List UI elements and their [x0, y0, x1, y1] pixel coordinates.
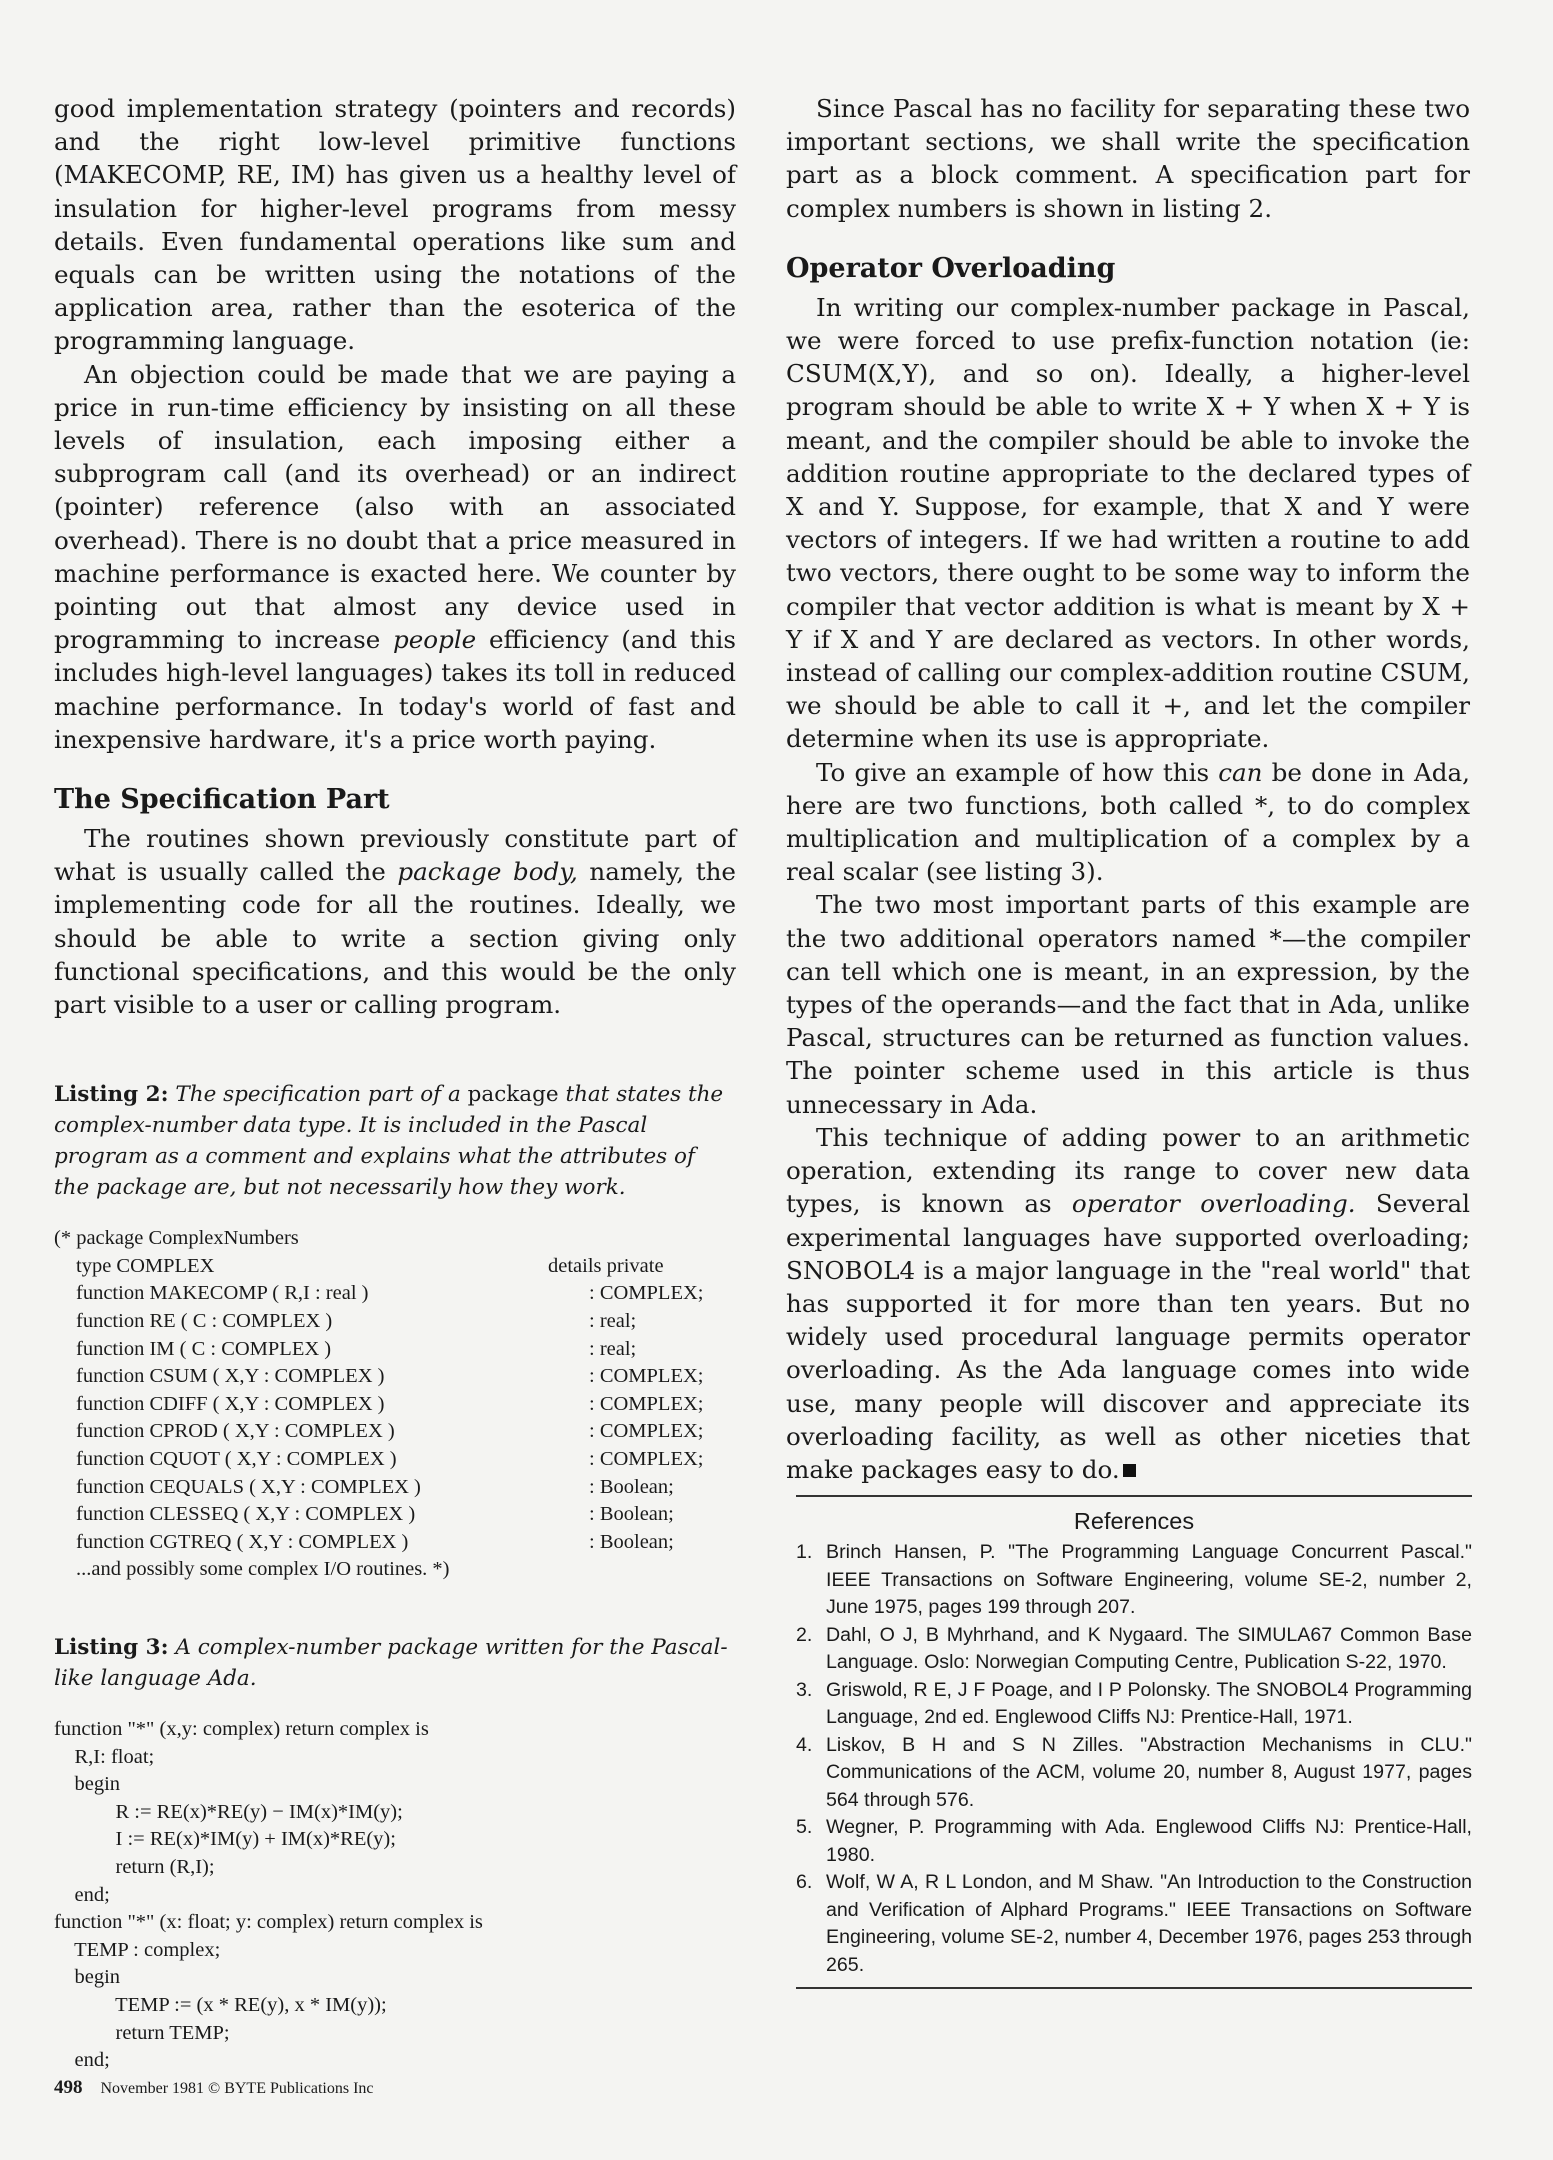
code-line — [54, 1253, 736, 1281]
reference-item — [796, 1814, 1472, 1869]
code-line — [54, 1501, 736, 1529]
code-line: end; — [54, 2049, 110, 2072]
code-line — [54, 1474, 736, 1502]
text-run: be done in Ada, here are two functions, both called *, to do complex multiplication and multiplication of a complex by a real scalar (see listing 3). — [786, 757, 1470, 887]
function-signature: function CLESSEQ ( X,Y : COMPLEX ) — [76, 1503, 416, 1526]
end-mark-icon — [1123, 1464, 1136, 1477]
emphasis: operator overloading. — [1071, 1189, 1356, 1219]
code-text: details private — [548, 1254, 664, 1277]
reference-number: 1. — [796, 1541, 813, 1563]
return-type: : Boolean; — [589, 1503, 674, 1526]
function-signature: function CSUM ( X,Y : COMPLEX ) — [76, 1365, 385, 1388]
return-type: : COMPLEX; — [589, 1282, 704, 1305]
code-line: R,I: float; — [54, 1745, 155, 1768]
reference-text: Griswold, R E, J F Poage, and I P Polonsky. The SNOBOL4 Programming Language, 2nd ed. Englewood Cliffs NJ: Prentice-Hall, 1971. — [826, 1678, 1472, 1728]
spec-rows — [54, 1280, 736, 1556]
code-line — [54, 1446, 736, 1474]
reference-text: Wolf, W A, R L London, and M Shaw. "An Introduction to the Construction and Verification of Alphard Programs." IEEE Transactions on Software Engineering, volume SE-2, number 4, December 1976, pages 253 through 265. — [826, 1871, 1472, 1976]
section-heading: The Specification Part — [54, 784, 390, 816]
return-type: : COMPLEX; — [589, 1448, 704, 1471]
code-line: return (R,I); — [54, 1855, 215, 1878]
code-line: begin — [54, 1773, 121, 1796]
code-line: TEMP : complex; — [54, 1938, 221, 1961]
function-signature: function CPROD ( X,Y : COMPLEX ) — [76, 1420, 395, 1443]
return-type: : COMPLEX; — [589, 1392, 704, 1415]
reference-item — [796, 1732, 1472, 1815]
code-line: return TEMP; — [54, 2021, 230, 2044]
code-text: type COMPLEX — [76, 1254, 215, 1277]
listing-label: Listing 3: — [54, 1635, 169, 1660]
references-box — [796, 1495, 1472, 1989]
reference-item — [796, 1539, 1472, 1622]
page-number: 498 — [54, 2077, 83, 2098]
emphasis: people — [392, 625, 477, 655]
function-signature: function IM ( C : COMPLEX ) — [76, 1337, 332, 1360]
footer-credit: November 1981 © BYTE Publications Inc — [100, 2080, 374, 2097]
code-line — [54, 1363, 736, 1391]
code-text: ...and possibly some complex I/O routines. *) — [76, 1558, 450, 1581]
reference-text: Dahl, O J, B Myhrhand, and K Nygaard. The SIMULA67 Common Base Language. Oslo: Norwegian Computing Centre, Publication S-22, 1970. — [826, 1623, 1472, 1673]
reference-item — [796, 1869, 1472, 1979]
emphasis: can — [1218, 757, 1263, 787]
reference-item — [796, 1677, 1472, 1732]
text-run: Several experimental languages have supported overloading; SNOBOL4 is a major language in the "real world" that has supported it for more than ten years. But no widely used procedural language permits operator overloading. As the Ada language comes into wide use, many people will discover and appreciate its overloading facility, as well as other niceties that make packages easy to do. — [786, 1189, 1470, 1484]
reference-number: 2. — [796, 1623, 813, 1646]
reference-text: Liskov, B H and S N Zilles. "Abstraction Mechanisms in CLU." Communications of the ACM, volume 20, number 8, August 1977, pages 564 through 576. — [826, 1733, 1472, 1811]
reference-item — [796, 1622, 1472, 1677]
text-run: An objection could be made that we are paying a price in run-time efficiency by insisting on all these levels of insulation, each imposing either a subprogram call (and its overhead) or an indirect (pointer) reference (also with an associated overhead). There is no doubt that a price measured in machine performance is exacted here. We counter by pointing out that almost any device used in programming to increase — [54, 359, 736, 655]
code-line — [54, 1556, 736, 1584]
code-line: R := RE(x)*RE(y) − IM(x)*IM(y); — [54, 1800, 403, 1823]
listing-label: Listing 2: — [54, 1082, 169, 1108]
code-line: function "*" (x,y: complex) return complex is — [54, 1718, 429, 1740]
text-run: To give an example of how this — [816, 757, 1219, 787]
code-line — [54, 1308, 736, 1336]
text-run: efficiency (and this includes high-level languages) takes its toll in reduced machine performance. In today's world of fast and inexpensive hardware, it's a price worth paying. — [54, 625, 736, 754]
reference-number: 3. — [796, 1678, 813, 1701]
return-type: : COMPLEX; — [589, 1420, 704, 1443]
body-paragraph — [786, 1121, 1470, 1486]
return-type: : Boolean; — [589, 1475, 674, 1498]
function-signature: function CDIFF ( X,Y : COMPLEX ) — [76, 1392, 385, 1415]
return-type: : real; — [589, 1337, 637, 1360]
page-footer — [54, 2077, 374, 2099]
function-signature: function CGTREQ ( X,Y : COMPLEX ) — [76, 1530, 409, 1553]
return-type: : COMPLEX; — [589, 1365, 704, 1388]
function-signature: function CEQUALS ( X,Y : COMPLEX ) — [76, 1475, 421, 1498]
code-line: I := RE(x)*IM(y) + IM(x)*RE(y); — [54, 1828, 396, 1851]
code-line — [54, 1529, 736, 1557]
text-run: A complex-number package written for the Pascal-like language Ada. — [54, 1635, 728, 1691]
code-line: end; — [54, 1883, 110, 1906]
body-paragraph: The two most important parts of this example are the two additional operators named *—the compiler can tell which one is meant, in an expression, by the types of the operands—and the fact that in Ada, unlike Pascal, structures can be returned as function values. The pointer scheme used in this article is thus unnecessary in Ada. — [786, 890, 1470, 1119]
code-line — [54, 1336, 736, 1364]
return-type: : Boolean; — [589, 1530, 674, 1553]
function-signature: function RE ( C : COMPLEX ) — [76, 1310, 333, 1333]
text-run: The routines shown previously constitute part of what is usually called the — [54, 824, 736, 887]
body-paragraph — [54, 358, 736, 756]
section-heading: Operator Overloading — [786, 252, 1116, 284]
code-line: begin — [54, 1966, 121, 1989]
body-paragraph — [786, 756, 1470, 889]
code-line — [54, 1280, 736, 1308]
body-paragraph: In writing our complex-number package in Pascal, we were forced to use prefix-function notation (ie: CSUM(X,Y), and so on). Ideally, a higher-level program should be able to write X + Y when X + Y is meant, and the compiler should be able to invoke the addition routine appropriate to the declared types of X and Y. Suppose, for example, that X and Y were vectors of integers. If we had written a routine to add two vectors, there ought to be some way to inform the compiler that vector addition is what is meant by X + Y if X and Y are declared as vectors. In other words, instead of calling our complex-addition routine CSUM, we should be able to call it +, and let the compiler determine when its use is appropriate. — [786, 292, 1470, 754]
code-line: TEMP := (x * RE(y), x * IM(y)); — [54, 1993, 387, 2016]
code-line: (* package ComplexNumbers — [54, 1227, 299, 1250]
return-type: : real; — [589, 1310, 637, 1333]
reference-number: 6. — [796, 1871, 813, 1893]
code-line — [54, 1418, 736, 1446]
left-column — [54, 92, 736, 2075]
code-line: function "*" (x: float; y: complex) return complex is — [54, 1911, 483, 1934]
references-title: References — [1073, 1508, 1195, 1534]
body-paragraph — [54, 822, 736, 1021]
listing-3-code — [54, 1716, 736, 2075]
reference-number: 5. — [796, 1816, 813, 1838]
body-paragraph: Since Pascal has no facility for separating these two important sections, we shall write the specification part as a block comment. A specification part for complex numbers is shown in listing 2. — [786, 94, 1470, 223]
reference-number: 4. — [796, 1733, 813, 1756]
text-run: that states the complex-number data type. It is included in the Pascal program as a comment and explains what the attributes of the package are, but not necessarily how they work. — [54, 1082, 724, 1201]
emphasis: package body, — [397, 857, 578, 887]
code-line — [54, 1391, 736, 1419]
text-run: This technique of adding power to an arithmetic operation, extending its range to cover new data types, is known as — [786, 1122, 1470, 1219]
reference-text: Brinch Hansen, P. "The Programming Language Concurrent Pascal." IEEE Transactions on Software Engineering, volume SE-2, number 2, June 1975, pages 199 through 207. — [826, 1541, 1472, 1618]
reference-text: Wegner, P. Programming with Ada. Englewood Cliffs NJ: Prentice-Hall, 1980. — [826, 1816, 1472, 1866]
function-signature: function MAKECOMP ( R,I : real ) — [76, 1282, 369, 1305]
body-paragraph: good implementation strategy (pointers and records) and the right low-level primitive functions (MAKECOMP, RE, IM) has given us a healthy level of insulation for higher-level programs from messy details. Even fundamental operations like sum and equals can be written using the notations of the application area, rather than the esoterica of the programming language. — [54, 94, 736, 356]
listing-2-caption — [54, 1079, 736, 1203]
listing-3-caption — [54, 1632, 736, 1694]
text-run: package — [467, 1082, 559, 1108]
right-column — [786, 92, 1470, 1486]
text-run: namely, the implementing code for all the routines. Ideally, we should be able to write a section giving only functional specifications, and this would be the only part visible to a user or calling program. — [54, 857, 736, 1020]
function-signature: function CQUOT ( X,Y : COMPLEX ) — [76, 1448, 397, 1471]
references-list — [796, 1539, 1472, 1979]
listing-2-code — [54, 1225, 736, 1584]
text-run: The specification part of a — [168, 1082, 468, 1108]
